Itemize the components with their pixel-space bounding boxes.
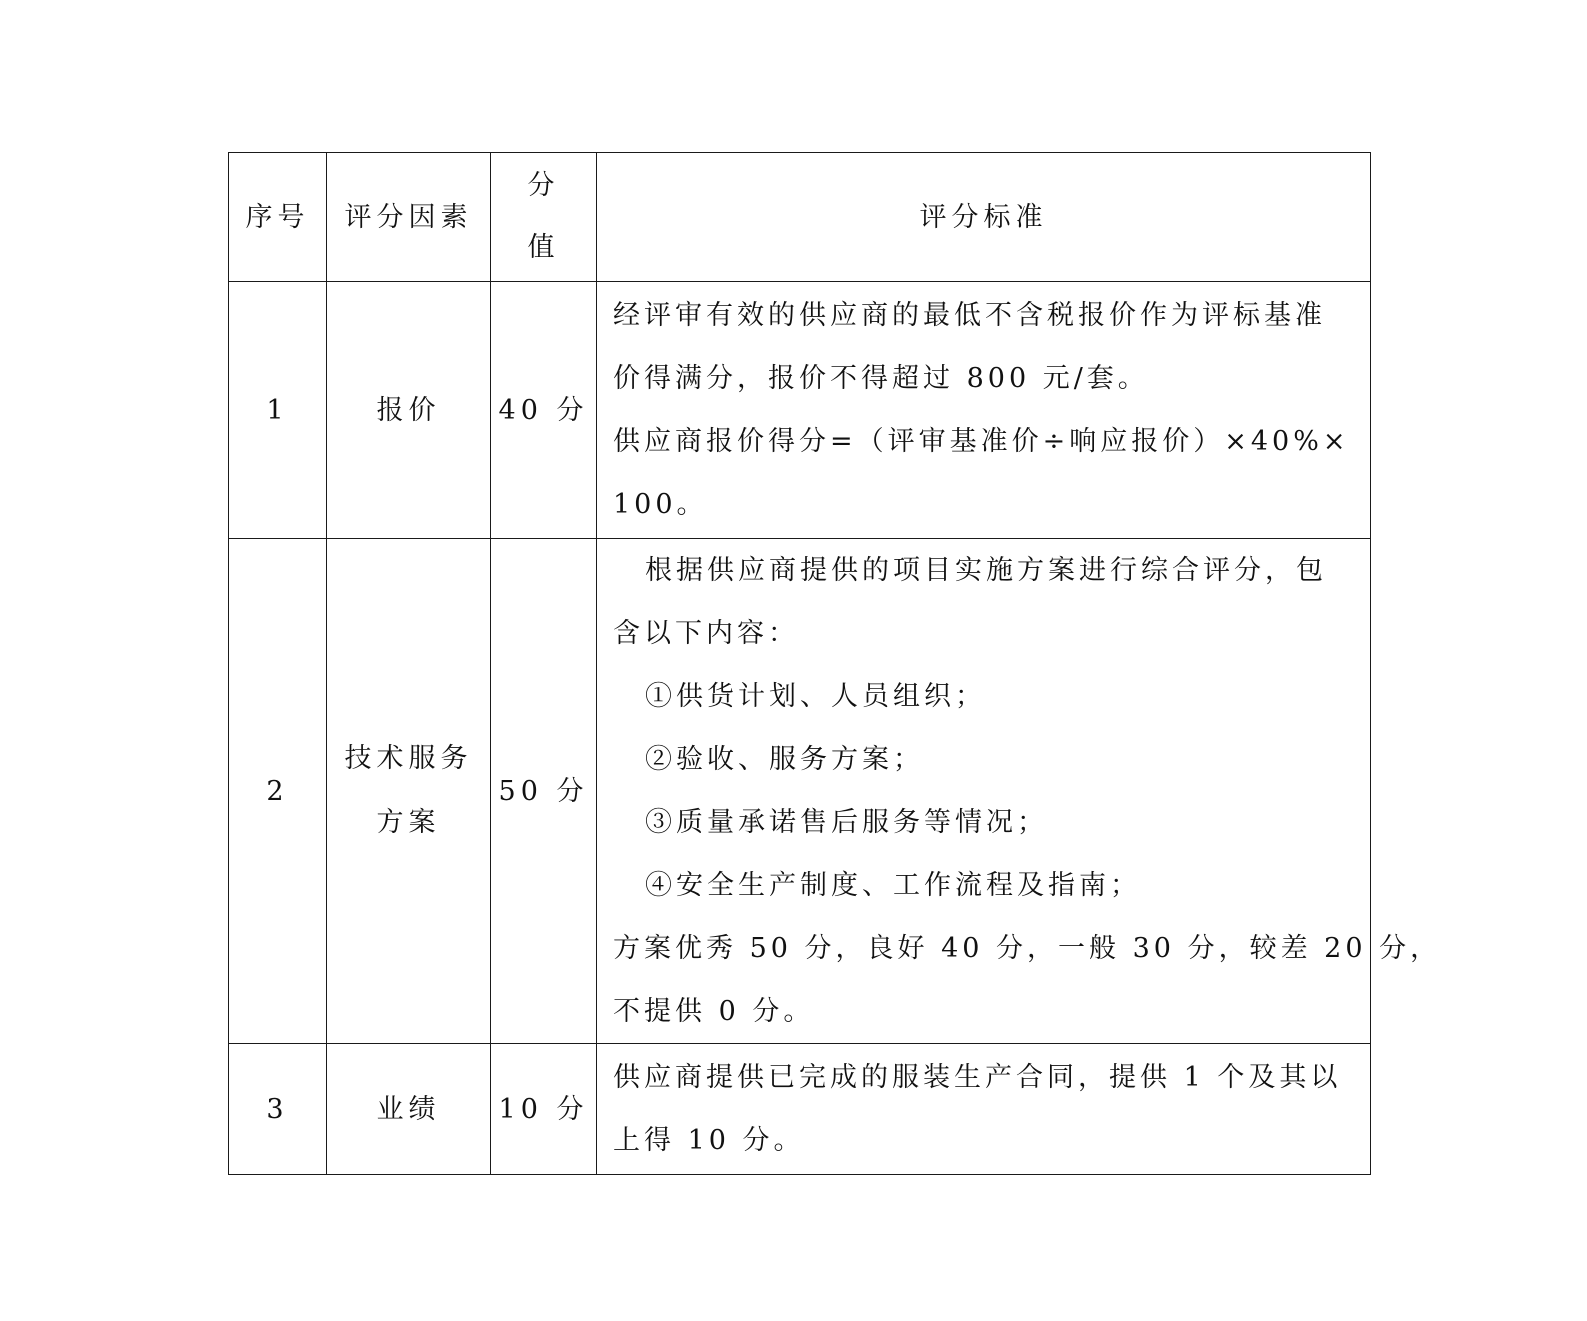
row-factor: 报价 bbox=[327, 282, 491, 539]
criteria-line: ①供货计划、人员组织； bbox=[645, 681, 986, 712]
criteria-line: ③质量承诺售后服务等情况； bbox=[645, 807, 1048, 838]
criteria-line: 经评审有效的供应商的最低不含税报价作为评标基准 bbox=[613, 300, 1326, 331]
criteria-line: 100。 bbox=[613, 489, 708, 520]
table-row bbox=[229, 1044, 1371, 1175]
criteria-line: 方案优秀 50 分，良好 40 分，一般 30 分，较差 20 分， bbox=[613, 933, 1442, 964]
row-factor bbox=[327, 539, 491, 1044]
criteria-line: 不提供 0 分。 bbox=[613, 996, 815, 1027]
criteria-line: 上得 10 分。 bbox=[613, 1125, 805, 1156]
scoring-table bbox=[228, 152, 1442, 1175]
row-factor: 业绩 bbox=[327, 1044, 491, 1175]
row-factor-line1: 技术服务 bbox=[344, 743, 473, 774]
row-criteria bbox=[597, 1044, 1371, 1175]
criteria-line: ④安全生产制度、工作流程及指南； bbox=[645, 870, 1141, 901]
row-criteria bbox=[597, 282, 1371, 539]
table-row bbox=[229, 282, 1371, 539]
header-points-line2: 值 bbox=[527, 232, 560, 263]
row-criteria bbox=[597, 539, 1442, 1044]
row-index: 1 bbox=[229, 282, 327, 539]
header-criteria: 评分标准 bbox=[597, 153, 1371, 282]
criteria-line: 含以下内容： bbox=[613, 618, 799, 649]
row-points: 50 分 bbox=[491, 539, 597, 1044]
header-points-line1: 分 bbox=[527, 170, 560, 201]
row-index: 3 bbox=[229, 1044, 327, 1175]
criteria-line: 根据供应商提供的项目实施方案进行综合评分，包 bbox=[645, 555, 1327, 586]
row-factor-line2: 方案 bbox=[376, 807, 441, 838]
header-index: 序号 bbox=[229, 153, 327, 282]
criteria-line: 供应商提供已完成的服装生产合同，提供 1 个及其以 bbox=[613, 1062, 1342, 1093]
row-points: 10 分 bbox=[491, 1044, 597, 1175]
criteria-line: 价得满分，报价不得超过 800 元/套。 bbox=[613, 363, 1149, 394]
criteria-line: ②验收、服务方案； bbox=[645, 744, 924, 775]
header-factor: 评分因素 bbox=[327, 153, 491, 282]
criteria-line: 供应商报价得分=（评审基准价÷响应报价）×40%× bbox=[613, 426, 1350, 457]
row-points: 40 分 bbox=[491, 282, 597, 539]
table-header-row bbox=[229, 153, 1371, 282]
row-index: 2 bbox=[229, 539, 327, 1044]
header-points bbox=[491, 153, 597, 282]
table-row bbox=[229, 539, 1371, 1044]
